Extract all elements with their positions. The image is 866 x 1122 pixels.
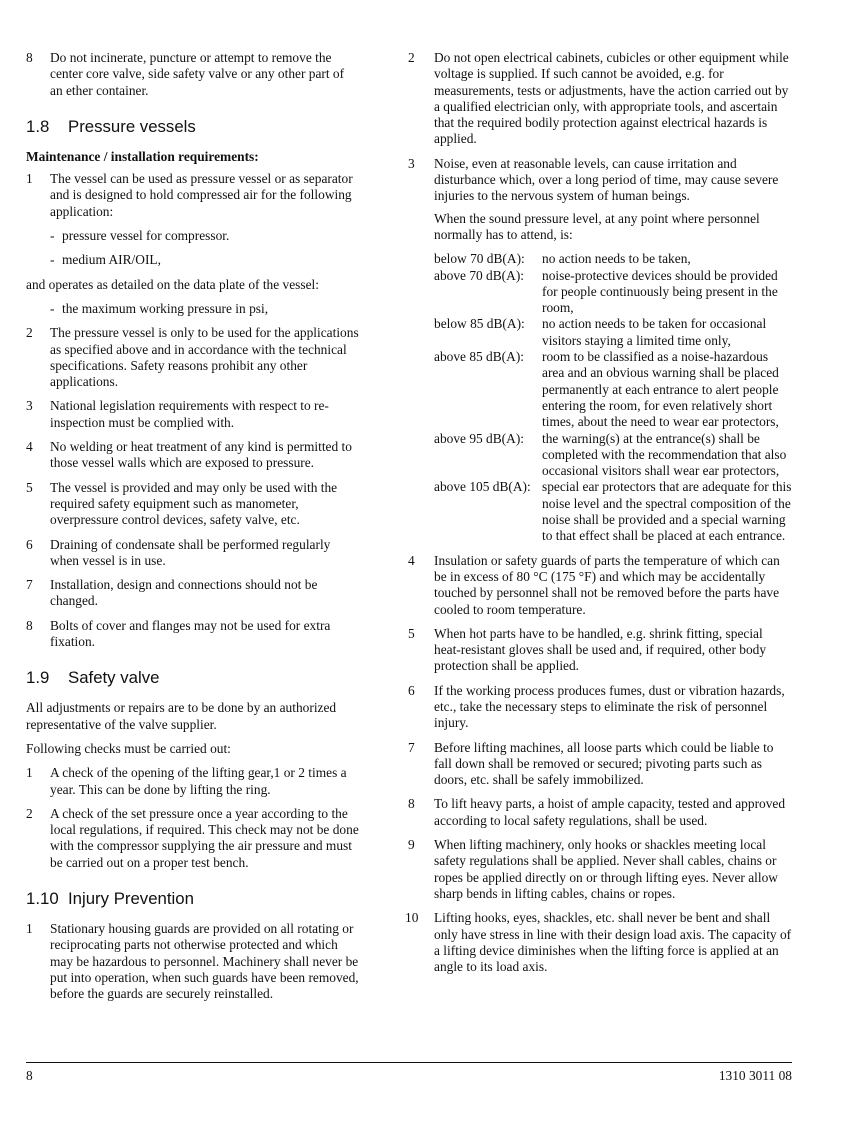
- sound-level-row: [434, 431, 792, 480]
- sound-level: above 105 dB(A):: [434, 479, 531, 495]
- list-item: [26, 325, 360, 390]
- paragraph: Following checks must be carried out:: [26, 740, 231, 756]
- list-item: [26, 439, 360, 472]
- item-number: 2: [26, 325, 33, 341]
- item-number: 9: [408, 837, 415, 853]
- sound-action: the warning(s) at the entrance(s) shall be completed with the recommendation that also occasional visitors shall wear ear protectors,: [542, 430, 787, 479]
- dash-text: medium AIR/OIL,: [62, 252, 161, 268]
- item-number: 10: [405, 910, 419, 926]
- document-number: 1310 3011 08: [718, 1068, 792, 1083]
- item-text: Installation, design and connections should not be changed.: [50, 577, 318, 609]
- item-text: Stationary housing guards are provided on all rotating or reciprocating parts not otherwise protected and which may be hazardous to personnel. Machinery shall never be put into operation, when such guards have been removed, before the guards are securely reinstalled.: [50, 920, 359, 1002]
- sound-level: above 85 dB(A):: [434, 349, 524, 365]
- item-text: When lifting machinery, only hooks or shackles meeting local safety regulations shall be applied. Never shall cables, chains or ropes be applied directly on or through lifting eyes. Never allow sharp bends in lifting cables, chains or ropes.: [434, 837, 778, 901]
- item-text: The vessel is provided and may only be used with the required safety equipment such as manometer, overpressure control devices, safety valve, etc.: [50, 479, 338, 528]
- sound-action: noise-protective devices should be provided for people continuously being present in the room,: [542, 267, 778, 316]
- item-text: Draining of condensate shall be performed regularly when vessel is in use.: [50, 536, 331, 568]
- item-number: 3: [408, 155, 415, 171]
- sound-level-row: [434, 316, 792, 349]
- sound-level-table: [434, 251, 792, 544]
- item-text: Noise, even at reasonable levels, can cause irritation and disturbance which, over a long period of time, may cause severe injuries to the nervous system of human beings.: [434, 155, 779, 204]
- list-item: [408, 740, 792, 789]
- item-number: 1: [26, 171, 33, 187]
- section-number: 1.10: [26, 888, 59, 908]
- section-title: Pressure vessels: [68, 116, 196, 136]
- list-item: [26, 765, 360, 798]
- left-column: [26, 50, 360, 1010]
- sound-level: below 70 dB(A):: [434, 251, 525, 267]
- item-number: 8: [408, 796, 415, 812]
- sound-action: no action needs to be taken for occasional visitors staying a limited time only,: [542, 316, 767, 348]
- sound-level-row: [434, 349, 792, 430]
- list-item: [408, 626, 792, 675]
- list-item: [408, 837, 792, 902]
- dash-text: the maximum working pressure in psi,: [62, 300, 269, 316]
- section-number: 1.8: [26, 116, 50, 136]
- item-number: 6: [26, 536, 33, 552]
- item-text: A check of the set pressure once a year according to the local regulations, if required. This check may not be done with the compressor supplying the air pressure and must be carried out on a proper test bench.: [50, 805, 359, 870]
- item-number: 1: [26, 920, 33, 936]
- sound-level: below 85 dB(A):: [434, 316, 525, 332]
- item-text: If the working process produces fumes, dust or vibration hazards, etc., take the necessary steps to eliminate the risk of personnel injury.: [434, 682, 785, 731]
- item-text: Do not open electrical cabinets, cubicles or other equipment while voltage is supplied. If such cannot be avoided, e.g. for measurements, tests or adjustments, have the action carried out by a qualified electrician only, with appropriate tools, and ascertain that the required bodily protection against electrical hazards is applied.: [434, 50, 789, 147]
- item-text: Lifting hooks, eyes, shackles, etc. shall never be bent and shall only have stress in line with their design load axis. The capacity of a lifting device diminishes when the lifting force is applied at an angle to its load axis.: [434, 910, 792, 975]
- item-number: 3: [26, 398, 33, 414]
- list-item: [26, 537, 360, 570]
- item-number: 8: [26, 617, 33, 633]
- section-number: 1.9: [26, 668, 50, 688]
- paragraph: and operates as detailed on the data plate of the vessel:: [26, 276, 319, 292]
- item-number: 4: [408, 552, 415, 568]
- list-item: [26, 806, 360, 871]
- item-number: 5: [26, 479, 33, 495]
- item-text: Before lifting machines, all loose parts which could be liable to fall down shall be removed or secured; pivoting parts such as doors, etc. shall be safely immobilized.: [434, 739, 774, 788]
- paragraph: When the sound pressure level, at any point where personnel normally has to attend, is:: [434, 210, 760, 242]
- list-item: [26, 618, 360, 651]
- paragraph: All adjustments or repairs are to be done by an authorized representative of the valve supplier.: [26, 700, 337, 732]
- sound-level: above 95 dB(A):: [434, 430, 524, 446]
- item-number: 2: [408, 50, 415, 65]
- item-text: No welding or heat treatment of any kind is permitted to those vessel walls which are exposed to pressure.: [50, 439, 352, 471]
- sound-level-row: [434, 479, 792, 544]
- dash-item: - pressure vessel for compressor.: [50, 228, 230, 244]
- item-text: National legislation requirements with respect to re-inspection must be complied with.: [50, 398, 329, 430]
- right-column: [405, 50, 792, 983]
- item-number: 2: [26, 805, 33, 821]
- item-number: 1: [26, 765, 33, 781]
- list-item: [26, 398, 360, 431]
- list-item: [26, 921, 360, 1002]
- list-item: [408, 796, 792, 829]
- section-title: Injury Prevention: [68, 888, 194, 908]
- list-item: [408, 553, 792, 618]
- section-heading: [26, 889, 360, 909]
- dash-item: - the maximum working pressure in psi,: [50, 300, 269, 316]
- sound-action: room to be classified as a noise-hazardous area and an obvious warning shall be placed permanently at each entrance to alert people entering the room, for even relatively short times, about the need to wear ear protectors,: [542, 349, 779, 430]
- item-text: To lift heavy parts, a hoist of ample capacity, tested and approved according to local safety regulations, shall be used.: [434, 796, 786, 828]
- item-number: 6: [408, 682, 415, 698]
- sound-level-row: [434, 268, 792, 317]
- list-item: [26, 171, 360, 220]
- item-number: 7: [26, 577, 33, 593]
- item-text: The vessel can be used as pressure vessel or as separator and is designed to hold compressed air for the following application:: [50, 171, 353, 219]
- item-number: 8: [26, 50, 33, 65]
- subheading: Maintenance / installation requirements:: [26, 148, 259, 164]
- item-text: The pressure vessel is only to be used for the applications as specified above and in accordance with the technical specifications. Safety reasons prohibit any other applications.: [50, 325, 359, 390]
- dash-item: - medium AIR/OIL,: [50, 252, 161, 268]
- list-item: [405, 910, 792, 975]
- list-item: [408, 683, 792, 732]
- list-item: [408, 50, 792, 148]
- list-item: [408, 156, 792, 205]
- list-item: [26, 50, 360, 99]
- item-text: Insulation or safety guards of parts the temperature of which can be in excess of 80 °C (175 °F) and which may be accidentally touched by personnel shall not be removed before the parts have cooled to room temperature.: [434, 552, 780, 617]
- section-title: Safety valve: [68, 668, 160, 688]
- item-number: 5: [408, 625, 415, 641]
- page-number: 8: [26, 1068, 33, 1083]
- list-item: [26, 480, 360, 529]
- list-item: [26, 577, 360, 610]
- footer-divider: [26, 1062, 792, 1063]
- section-heading: [26, 117, 360, 137]
- dash-text: pressure vessel for compressor.: [62, 228, 230, 244]
- item-text: A check of the opening of the lifting gear,1 or 2 times a year. This can be done by lifting the ring.: [50, 765, 347, 797]
- item-text: When hot parts have to be handled, e.g. shrink fitting, special heat-resistant gloves shall be used and, if required, other body protection shall be applied.: [434, 625, 767, 674]
- item-text: Bolts of cover and flanges may not be used for extra fixation.: [50, 617, 331, 650]
- item-number: 7: [408, 739, 415, 755]
- sound-action: special ear protectors that are adequate for this noise level and the spectral composition of the noise shall be provided and a special warning to that effect shall be placed at each entrance.: [542, 479, 792, 544]
- sound-action: no action needs to be taken,: [542, 251, 691, 267]
- item-text: Do not incinerate, puncture or attempt to remove the center core valve, side safety valve or any other part of an ether container.: [50, 50, 345, 98]
- sound-level: above 70 dB(A):: [434, 267, 524, 283]
- sound-level-row: [434, 251, 792, 267]
- item-number: 4: [26, 439, 33, 455]
- section-heading: [26, 668, 360, 688]
